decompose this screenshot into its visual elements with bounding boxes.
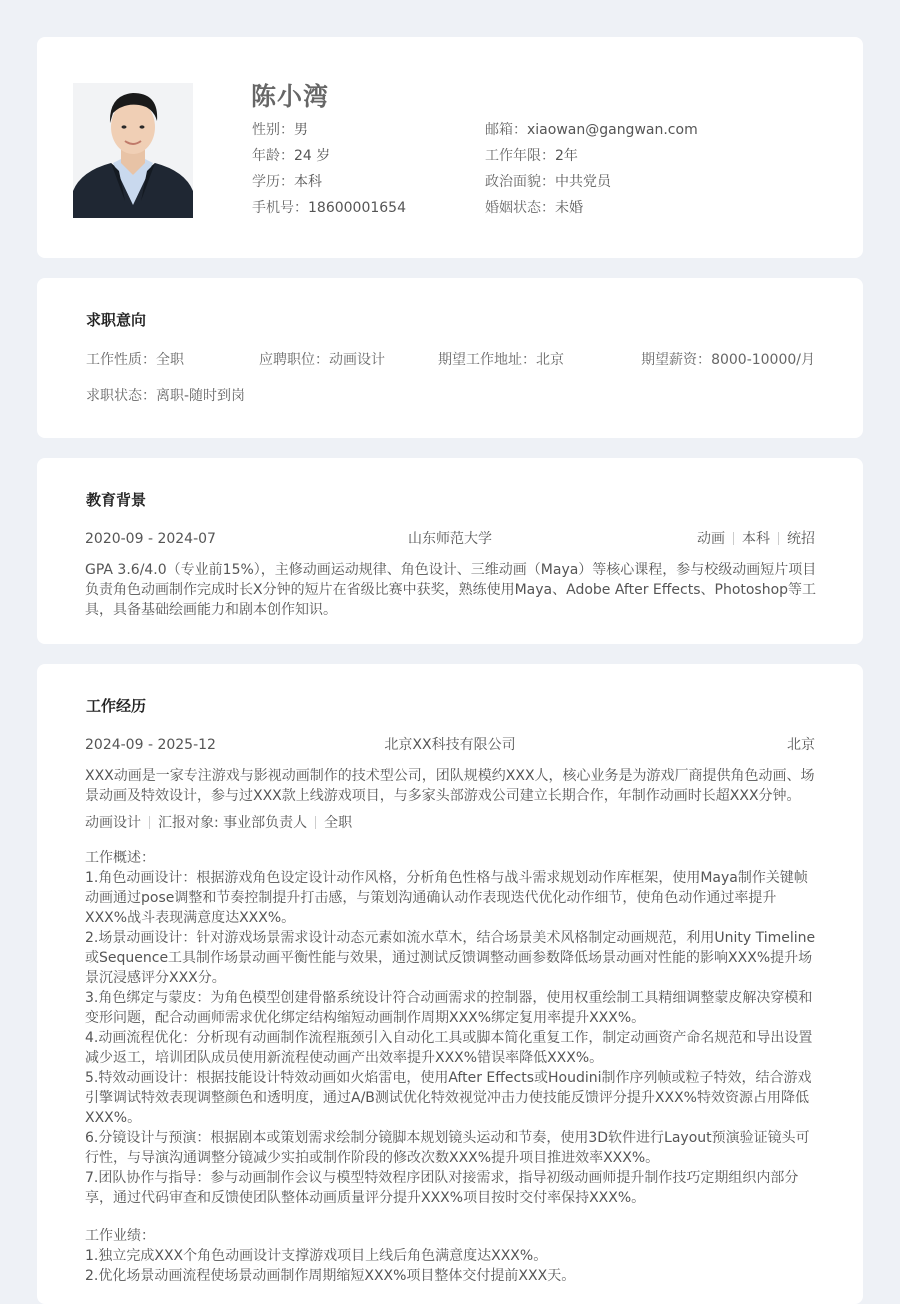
- age-field: 年龄：24 岁: [252, 148, 331, 164]
- email-field: 邮箱：xiaowan@gangwan.com: [485, 122, 698, 138]
- work-tags: [85, 813, 352, 833]
- education-date: 2020-09 - 2024-07: [85, 531, 216, 547]
- job-type-field: 工作性质：全职: [86, 352, 184, 368]
- intent-row: [86, 386, 815, 406]
- education-description: GPA 3.6/4.0（专业前15%），主修动画运动规律、角色设计、三维动画（Maya）等核心课程，参与校级动画短片项目负责角色动画制作完成时长X分钟的短片在省级比赛中获奖，熟练使用Maya、Adobe After Effects、Photoshop等工具，具备基础绘画能力和剧本创作知识。: [85, 562, 817, 618]
- intent-row: [86, 350, 815, 370]
- gender-field: 性别：男: [252, 122, 308, 138]
- avatar-photo: [73, 83, 193, 218]
- job-status-field: 求职状态：离职-随时到岗: [86, 388, 246, 404]
- achievement-item: 2.优化场景动画流程使场景动画制作周期缩短XXX%项目整体交付提前XXX天。: [85, 1268, 576, 1284]
- education-meta-row: [85, 529, 815, 549]
- report-to-tag: 汇报对象: 事业部负责人: [158, 815, 308, 831]
- overview-item: 1.角色动画设计：根据游戏角色设定设计动作风格，分析角色性格与战斗需求规划动作库框架，使用Maya制作关键帧动画通过pose调整和节奏控制提升打击感，与策划沟通确认动作表现迭代优化动作细节，使角色动作通过率提升XXX%战斗表现满意度达XXX%。: [85, 870, 808, 926]
- degree-tag: 本科: [742, 531, 770, 547]
- company-description: XXX动画是一家专注游戏与影视动画制作的技术型公司，团队规模约XXX人，核心业务是为游戏厂商提供角色动画、场景动画及特效设计，参与过XXX款上线游戏项目，与多家头部游戏公司建立长期合作，年制作动画时长超XXX分钟。: [85, 768, 815, 804]
- overview-item: 6.分镜设计与预演：根据剧本或策划需求绘制分镜脚本规划镜头运动和节奏，使用3D软件进行Layout预演验证镜头可行性，与导演沟通调整分镜减少实拍或制作阶段的修改次数XXX%提升项目推进效率XXX%。: [85, 1130, 810, 1166]
- divider: [778, 532, 779, 545]
- position-field: 应聘职位：动画设计: [259, 352, 385, 368]
- overview-label: 工作概述：: [85, 850, 155, 866]
- work-overview: [85, 848, 817, 1208]
- education-card: [37, 458, 863, 644]
- major-tag: 动画: [697, 531, 725, 547]
- work-experience-card: [37, 664, 863, 1304]
- work-date: 2024-09 - 2025-12: [85, 737, 216, 753]
- employment-type-tag: 全职: [324, 815, 353, 831]
- profile-left-fields: [252, 120, 406, 224]
- work-meta-row: [85, 735, 815, 755]
- degree-field: 学历：本科: [252, 174, 322, 190]
- marital-status-field: 婚姻状态：未婚: [485, 200, 583, 216]
- work-achievements: [85, 1226, 817, 1286]
- work-city: 北京: [787, 737, 815, 753]
- school-name: 山东师范大学: [408, 531, 492, 547]
- education-tags: [697, 529, 815, 549]
- profile-card: [37, 37, 863, 258]
- salary-field: 期望薪资：8000-10000/月: [641, 352, 815, 368]
- divider: [733, 532, 734, 545]
- section-title: 求职意向: [86, 311, 147, 329]
- overview-item: 3.角色绑定与蒙皮：为角色模型创建骨骼系统设计符合动画需求的控制器，使用权重绘制工具精细调整蒙皮解决穿模和变形问题，配合动画师需求优化绑定结构缩短动画制作周期XXX%绑定复用率提升XXX%。: [85, 990, 813, 1026]
- profile-name: 陈小湾: [251, 82, 330, 111]
- work-years-field: 工作年限：2年: [485, 148, 578, 164]
- company-name: 北京XX科技有限公司: [384, 737, 516, 753]
- section-title: 工作经历: [86, 697, 147, 715]
- overview-item: 7.团队协作与指导：参与动画制作会议与模型特效程序团队对接需求，指导初级动画师提升制作技巧定期组织内部分享，通过代码审查和反馈使团队整体动画质量评分提升XXX%项目按时交付率保持XXX%。: [85, 1170, 799, 1206]
- overview-item: 2.场景动画设计：针对游戏场景需求设计动态元素如流水草木，结合场景美术风格制定动画规范，利用Unity Timeline或Sequence工具制作场景动画平衡性能与效果，通过测试反馈调整动画参数降低场景动画对性能的影响XXX%提升场景沉浸感评分XXX分。: [85, 930, 816, 986]
- divider: [315, 816, 316, 829]
- role-tag: 动画设计: [85, 815, 141, 831]
- overview-item: 4.动画流程优化：分析现有动画制作流程瓶颈引入自动化工具或脚本简化重复工作，制定动画资产命名规范和导出设置减少返工，培训团队成员使用新流程使动画产出效率提升XXX%错误率降低XXX%。: [85, 1030, 813, 1066]
- overview-item: 5.特效动画设计：根据技能设计特效动画如火焰雷电，使用After Effects或Houdini制作序列帧或粒子特效，结合游戏引擎调试特效表现调整颜色和透明度，通过A/B测试优化特效视觉冲击力使技能反馈评分提升XXX%特效资源占用降低XXX%。: [85, 1070, 812, 1126]
- divider: [149, 816, 150, 829]
- avatar: [73, 83, 193, 218]
- job-intent-card: [37, 278, 863, 438]
- enrollment-tag: 统招: [787, 531, 815, 547]
- location-field: 期望工作地址：北京: [438, 352, 564, 368]
- political-status-field: 政治面貌：中共党员: [485, 174, 611, 190]
- section-title: 教育背景: [86, 491, 147, 509]
- achievements-label: 工作业绩：: [85, 1228, 155, 1244]
- phone-field: 手机号：18600001654: [252, 200, 406, 216]
- profile-right-fields: [485, 120, 698, 224]
- achievement-item: 1.独立完成XXX个角色动画设计支撑游戏项目上线后角色满意度达XXX%。: [85, 1248, 548, 1264]
